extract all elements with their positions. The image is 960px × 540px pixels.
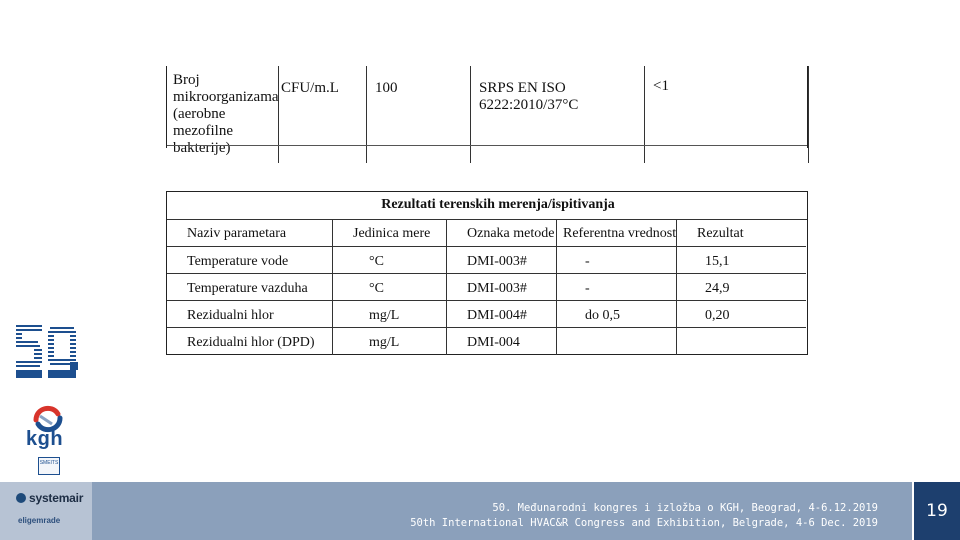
field-table-title: Rezultati terenskih merenja/ispitivanja xyxy=(167,192,807,220)
header-reference: Referentna vrednost xyxy=(557,220,677,247)
table-cell-method: DMI-003# xyxy=(447,247,557,274)
table-cell-parameter: Temperature vode xyxy=(167,247,333,274)
table-cell-reference: - xyxy=(557,247,677,274)
page-number-box xyxy=(912,482,960,540)
table-cell-reference xyxy=(557,328,677,355)
eligemrade-logo xyxy=(18,516,60,525)
table-cell-method: DMI-003# xyxy=(447,274,557,301)
header-unit: Jedinica mere xyxy=(333,220,447,247)
kgh-logo-text: kgh xyxy=(26,428,64,450)
microorganism-method: SRPS EN ISO 6222:2010/37°C xyxy=(471,66,645,163)
field-table-grid xyxy=(167,220,807,355)
table-cell-reference: do 0,5 xyxy=(557,301,677,328)
page-number: 19 xyxy=(926,501,948,521)
microorganism-reference: <1 xyxy=(645,66,809,163)
table-cell-parameter: Rezidualni hlor xyxy=(167,301,333,328)
fifty-anniversary-logo xyxy=(12,322,80,384)
microorganism-parameter: Broj mikroorganizama (aerobne mezofilne bakterije) xyxy=(167,66,279,163)
table-cell-parameter: Temperature vazduha xyxy=(167,274,333,301)
table-cell-reference: - xyxy=(557,274,677,301)
congress-caption-line1: 50. Međunarodni kongres i izložba o KGH, Beograd, 4-6.12.2019 xyxy=(492,502,878,514)
table-cell-unit: °C xyxy=(333,274,447,301)
header-result: Rezultat xyxy=(677,220,806,247)
sponsor-panel xyxy=(0,482,92,540)
smeits-badge: SMEITS xyxy=(38,457,60,475)
table-cell-result: 24,9 xyxy=(677,274,806,301)
table-cell-result: 0,20 xyxy=(677,301,806,328)
field-results-table xyxy=(166,191,808,355)
table-bottom-rule xyxy=(167,145,807,146)
table-cell-unit: mg/L xyxy=(333,301,447,328)
header-method: Oznaka metode xyxy=(447,220,557,247)
table-cell-unit: °C xyxy=(333,247,447,274)
table-cell-result xyxy=(677,328,806,355)
table-cell-method: DMI-004# xyxy=(447,301,557,328)
microorganism-unit: CFU/m.L xyxy=(279,66,367,163)
table-cell-parameter: Rezidualni hlor (DPD) xyxy=(167,328,333,355)
systemair-text: systemair xyxy=(29,491,84,505)
congress-caption xyxy=(410,501,878,531)
microorganism-value: 100 xyxy=(367,66,471,163)
header-parameter: Naziv parametara xyxy=(167,220,333,247)
congress-caption-line2: 50th International HVAC&R Congress and Exhibition, Belgrade, 4-6 Dec. 2019 xyxy=(410,517,878,529)
eligemrade-text: eligemrade xyxy=(18,516,61,525)
systemair-icon xyxy=(16,493,26,503)
table-cell-unit: mg/L xyxy=(333,328,447,355)
microorganism-table xyxy=(166,66,808,156)
systemair-logo xyxy=(16,491,83,505)
table-cell-result: 15,1 xyxy=(677,247,806,274)
footer-bar xyxy=(0,482,960,540)
table-cell-method: DMI-004 xyxy=(447,328,557,355)
